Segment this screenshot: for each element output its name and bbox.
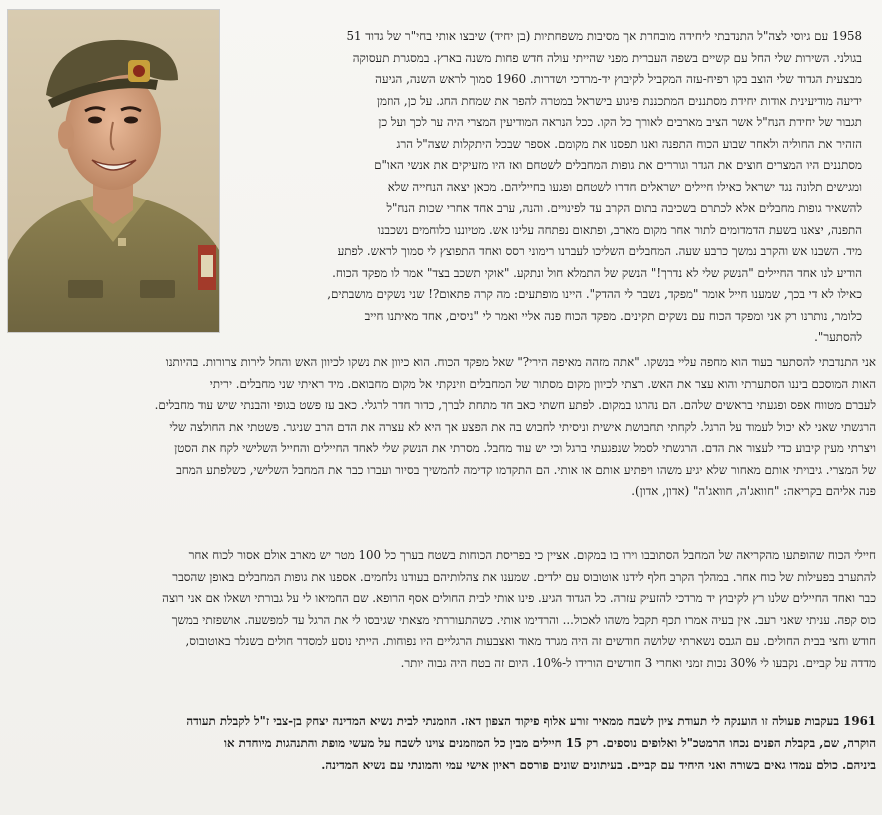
text-line: הרגשתי שאני לא יכול לעמוד על הרגל. לקחתי תחבושת אישית וניסיתי לחבוש בה את הפצע אך היא לא עצרה את הדם הרב שניגר. פשטתי את החולצה שלי	[169, 419, 876, 434]
text-line: התפנה, יצאנו בשעת הדמדומים לתור אחר מקום מארב, ופתאום נפתחה עלינו אש. מטיוננו כלוחמים נשכבנו	[377, 222, 862, 237]
text-line: להסתער".	[814, 330, 862, 344]
text-line: הזהיר את החוליה ולאחר שבוע הכוח התפנה ואנו תפסנו את מקומם. אספר שבכל היתקלות שצה"ל הרג	[396, 136, 862, 151]
text-line: חיילי הכוח שהופתעו מהקריאה של המחבל הסתובבו וירו בו במקום. אציין כי בפריסת הכוחות בשטח בערך כל 100 מטר יש מארב אולם אסור לכוח אחר	[188, 548, 876, 562]
paragraph-aftermath	[10, 545, 876, 674]
text-line: אני התנדבתי להסתער בעוד הוא מחפה עליי בנשקו. "אתה מזהה מאיפה הירי?" שאל מפקד הכוח. הוא כיוון את נשקו לכיוון האש והחל לירות צרורות. בהיותנו	[165, 355, 876, 369]
text-line: כאילו לא די בכך, שמענו חייל אומר "מפקד, נשבר לי ההדק". היינו מופתעים: מה קרה פתאום?! שני נשקים מושבתים,	[327, 287, 862, 301]
text-line: ויצרתי מעין קיבוע כדי לעצור את הדם. הרגשתי לסמל שנפגעתי ברגל וכי יש עוד מחבל. מסרתי את הנשק שלי לאחד החיילים והחייל השלישי לקח את הסטן	[174, 441, 876, 455]
text-line: מדדה על קביים. נקבעו לי 30% נכות זמני ואחרי 3 חודשים הורידו ל-10%. היום זה בטח היה גבוה יותר.	[400, 655, 876, 670]
paragraph-1961-award	[10, 710, 876, 776]
text-line: הוקרה, שם, בקבלת הפנים נכחו הרמטכ"ל ואלופים נוספים. רק 15 חיילים מבין כל המוזמנים צוינו לשבח על מעשי מופת והתנהגות מיוחדת או	[223, 736, 876, 750]
soldier-portrait-photo	[7, 9, 220, 333]
text-line: לעברם מטווח אפס ופגעתי בראשים שלהם. הם נהרגו במקום. לפתע חשתי כאב חד מתחת לברך, כדור חדר לרגלי. כאב עז פשט בגופי והבנתי שיש עוד מחבלים.	[154, 398, 876, 412]
text-line: בגולני. השירות שלי החל עם קשיים בשפה העברית מפני שהייתי עולה חדש פחות משנה בארץ. במסגרת תעסוקה	[352, 50, 862, 65]
text-line: תגבור של יחידת הנח"ל אשר הציב מארבים לאורך כל הקו. ככל הנראה המודיעין המצרי היה ער לכך ועל כן	[378, 115, 862, 129]
text-line: 1958 עם גיוסי לצה"ל התנדבתי ליחידה מובחרת אך מסיבות משפחתיות (בן יחיד) שיבצו אותי בחי"ר של גדוד 51	[346, 29, 862, 43]
text-line: ומגישים תלונה נגד ישראל כאילו חיילים ישראלים חדרו לשטחם ופגעו בחייליהם. מכאן יצאה הנחייה שלא	[387, 179, 862, 194]
paragraph-charge	[10, 352, 876, 503]
text-line: הודיע לנו אחד החיילים "הנשק שלי לא נדרך!" הנשק של‏ התמלא חול ונתקע. "אוקי תשכב בצד" אמר לו מפקד הכוח.	[332, 265, 862, 280]
text-line: להשאיר גופות מחבלים אלא לכתרם בשכיבה בתום הקרב עד לפינויים. והנה, ערב אחד אחרי שכות הנח"ל	[386, 201, 862, 215]
text-line: מבצעית הגדוד שלי הוצב בקו רפיח-עזה המקביל לקיבוץ יד-מרדכי ושדרות. 1960 סמוך לראש השנה, הגיעה	[375, 72, 862, 86]
text-line: 1961 בעקבות פעולה זו הוענקה לי תעודת ציון לשבח ממאיר זורע אלוף פיקוד הצפון דאז. הוזמנתי לבית נשיא המדינה יצחק בן-צבי ז"ל לקבלת תעודה	[186, 714, 876, 728]
text-line: מיד. השבנו אש והקרב נמשך כרבע שעה. המחבלים השליכו לעברנו רימוני רסס ואחד התפוצץ לי סמוך לראש. לפתע	[337, 244, 862, 258]
text-line: להתערב בפעילות של כוח אחר. במהלך הקרב חלף לידנו אוטובוס עם ילדים. שמענו את צהלותיהם בעודנו נלחמים. אספנו את גופות המחבלים באופן שהסבר	[172, 569, 876, 584]
text-line: של המצרי. גיבויתי אותם מאחור שלא יגיע משהו ויפתיע אותם או אותי. הם התקדמו קדימה להמשיך בסיור ועברו כבר את המחבל השלישי, כשלפתע המחב	[176, 462, 876, 477]
text-line: האות המוסכם ביננו הסתערתי והוא עצר את האש. רצתי לכיוון מקום מסתור של המחבלים וזינקתי אל מקום מחבואם. מיד ראיתי שני מחבלים. יריתי	[209, 376, 876, 391]
text-line: כוס קפה. עניתי שאני רעב. אין בעיה אמרו תכף תקבל משהו לאכול... והרדימו אותי. כשהתעוררתי מצאתי שגיבסו לי את הרגל עד למפשעה. אושפזתי במשך	[171, 612, 876, 627]
text-line: ידיעה מודיעינית אודות יחידת מסתננים המתכננת פיגוע בישראל במטרה להפר את שמחת החג. על כן, הוזמן	[377, 93, 862, 108]
text-line: כבר ואחד החיילים שלנו רץ לקיבוץ יד מרדכי להזעיק עזרה. כל הגדוד הגיע. פינו אותי לבית החולים אסף הרופא. שם החמיאו לי על גבורתי ושאלו אם אני רוצה	[162, 591, 876, 605]
paragraph-1958	[238, 26, 862, 349]
text-line: ביניהם. כולם עמדו גאים בשורה ואני היחיד עם קביים. בעיתונים שונים פורסם ראיון אישי עמי והמונתי עם נשיא המדינה.	[321, 758, 876, 772]
text-line: חודש וחצי בבית החולים. עם הגבס נשארתי שלושה חודשים זה היה מגרד מאוד ואצבעות הרגליים היו נפוחות. הייתי נוסע למסדר חולים בשנלר באוטובוס,	[185, 634, 876, 648]
text-line: פנה אליהם בקריאה: "חוואג'ה, חוואג'ה" (אדון, אדון).	[631, 484, 876, 498]
text-line: מסתננים היו המצרים חוצים את הגדר וגוררים את גופות המחבלים לשטחם ואז היו מזעיקים את אנשי האו"ם	[374, 158, 862, 172]
text-line: כלומר, נותרנו רק אני ומפקד הכוח עם נשקים תקינים. מפקד הכוח פנה אליי ואמר לי "ניסים, אחד מאיתנו חייב	[364, 308, 862, 323]
